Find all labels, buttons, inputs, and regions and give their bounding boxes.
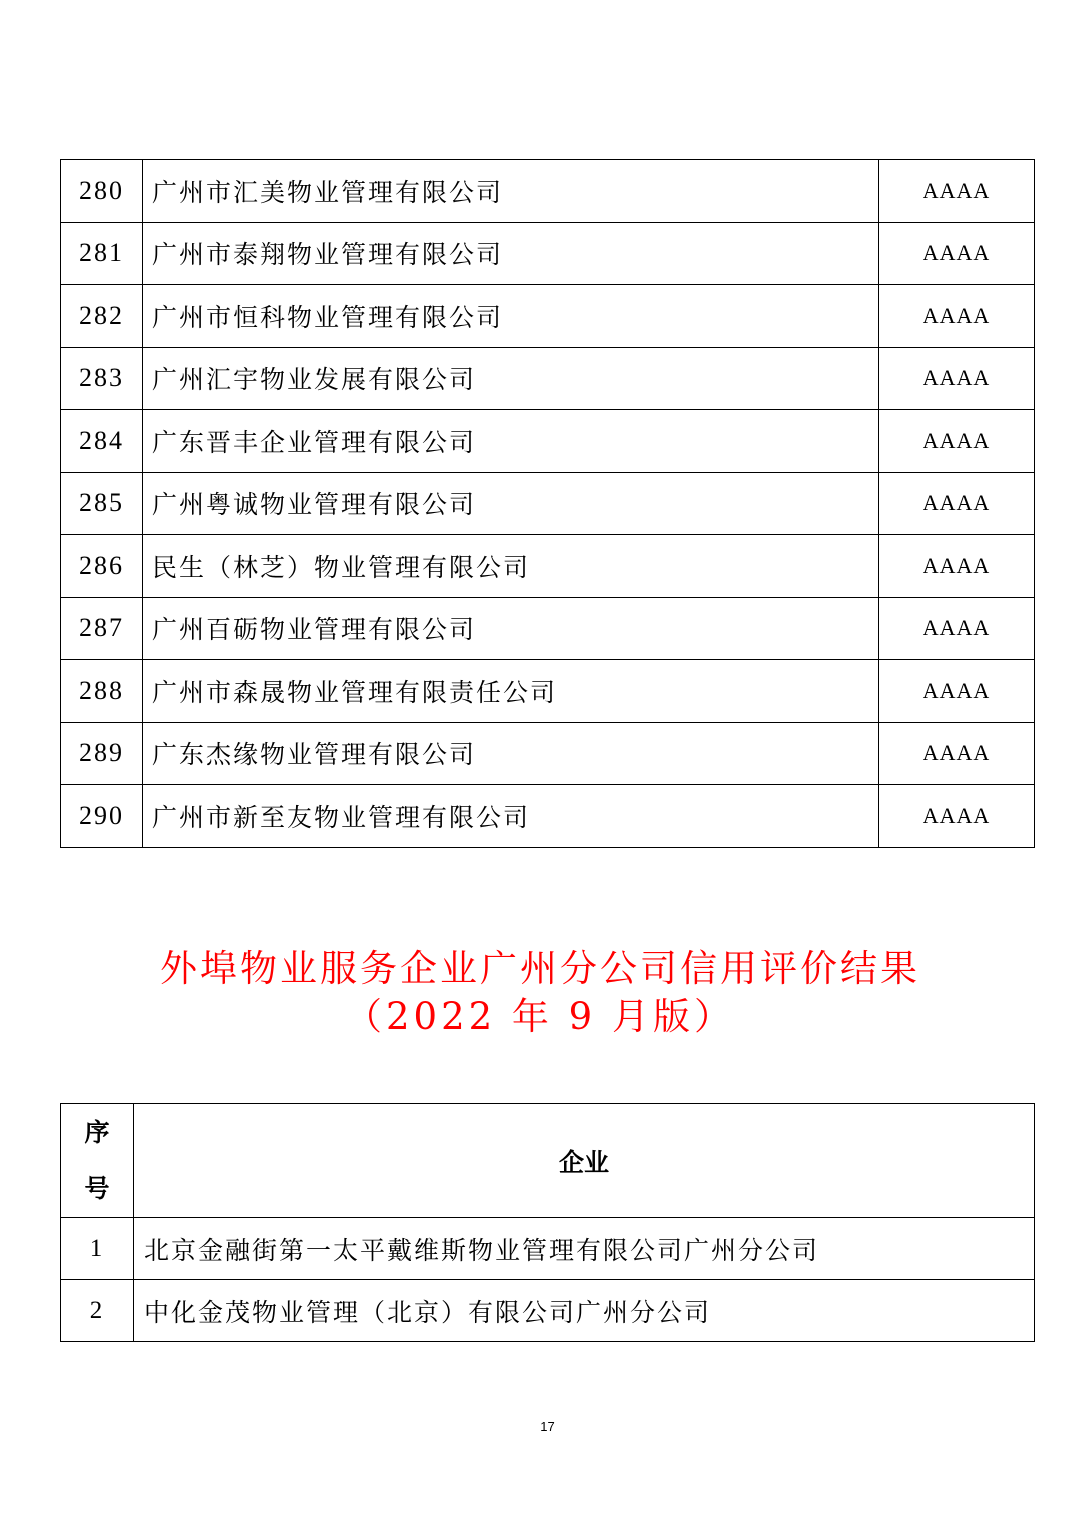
- table-row: [61, 722, 1035, 785]
- section-heading: [0, 945, 1080, 1041]
- credit-grade: AAAA: [879, 347, 1035, 410]
- row-number: 289: [61, 722, 143, 785]
- table-header-row: [61, 1104, 1035, 1218]
- company-name: 广州市新至友物业管理有限公司: [143, 785, 879, 848]
- credit-grade: AAAA: [879, 160, 1035, 223]
- table-row: [61, 285, 1035, 348]
- company-name: 广州百砺物业管理有限公司: [143, 597, 879, 660]
- table-row: [61, 1218, 1035, 1280]
- row-number: 285: [61, 472, 143, 535]
- row-number: 281: [61, 222, 143, 285]
- header-number-line1: 序: [84, 1117, 110, 1147]
- credit-grade: AAAA: [879, 472, 1035, 535]
- table-row: [61, 660, 1035, 723]
- row-number: 283: [61, 347, 143, 410]
- header-number-line2: 号: [84, 1173, 110, 1203]
- company-name: 广州市汇美物业管理有限公司: [143, 160, 879, 223]
- company-name: 广州粤诚物业管理有限公司: [143, 472, 879, 535]
- column-header-number: [61, 1104, 134, 1218]
- company-name: 广东杰缘物业管理有限公司: [143, 722, 879, 785]
- row-number: 288: [61, 660, 143, 723]
- company-name: 广东晋丰企业管理有限公司: [143, 410, 879, 473]
- credit-grade: AAAA: [879, 722, 1035, 785]
- table-row: [61, 535, 1035, 598]
- section-subtitle: （2022 年 9 月版）: [345, 995, 735, 1038]
- credit-grade: AAAA: [879, 410, 1035, 473]
- company-name: 广州市恒科物业管理有限公司: [143, 285, 879, 348]
- row-number: 284: [61, 410, 143, 473]
- table-row: [61, 222, 1035, 285]
- company-name: 中化金茂物业管理（北京）有限公司广州分公司: [134, 1280, 1035, 1342]
- table-row: [61, 347, 1035, 410]
- company-name: 广州汇宇物业发展有限公司: [143, 347, 879, 410]
- row-number: 286: [61, 535, 143, 598]
- credit-grade: AAAA: [879, 535, 1035, 598]
- table-row: [61, 785, 1035, 848]
- table-row: [61, 472, 1035, 535]
- table-row: [61, 1280, 1035, 1342]
- credit-rating-table: [60, 159, 1035, 848]
- credit-grade: AAAA: [879, 785, 1035, 848]
- table-row: [61, 160, 1035, 223]
- row-number: 2: [61, 1280, 134, 1342]
- row-number: 280: [61, 160, 143, 223]
- table-row: [61, 410, 1035, 473]
- row-number: 287: [61, 597, 143, 660]
- section-title: 外埠物业服务企业广州分公司信用评价结果: [160, 947, 920, 990]
- table-row: [61, 597, 1035, 660]
- row-number: 290: [61, 785, 143, 848]
- company-name: 广州市森晟物业管理有限责任公司: [143, 660, 879, 723]
- row-number: 282: [61, 285, 143, 348]
- credit-grade: AAAA: [879, 285, 1035, 348]
- company-name: 广州市泰翔物业管理有限公司: [143, 222, 879, 285]
- company-name: 民生（林芝）物业管理有限公司: [143, 535, 879, 598]
- company-name: 北京金融街第一太平戴维斯物业管理有限公司广州分公司: [134, 1218, 1035, 1280]
- column-header-enterprise: 企业: [134, 1104, 1035, 1218]
- credit-grade: AAAA: [879, 222, 1035, 285]
- row-number: 1: [61, 1218, 134, 1280]
- page-number: 17: [540, 1419, 555, 1434]
- credit-grade: AAAA: [879, 597, 1035, 660]
- credit-grade: AAAA: [879, 660, 1035, 723]
- branch-company-table: [60, 1103, 1035, 1342]
